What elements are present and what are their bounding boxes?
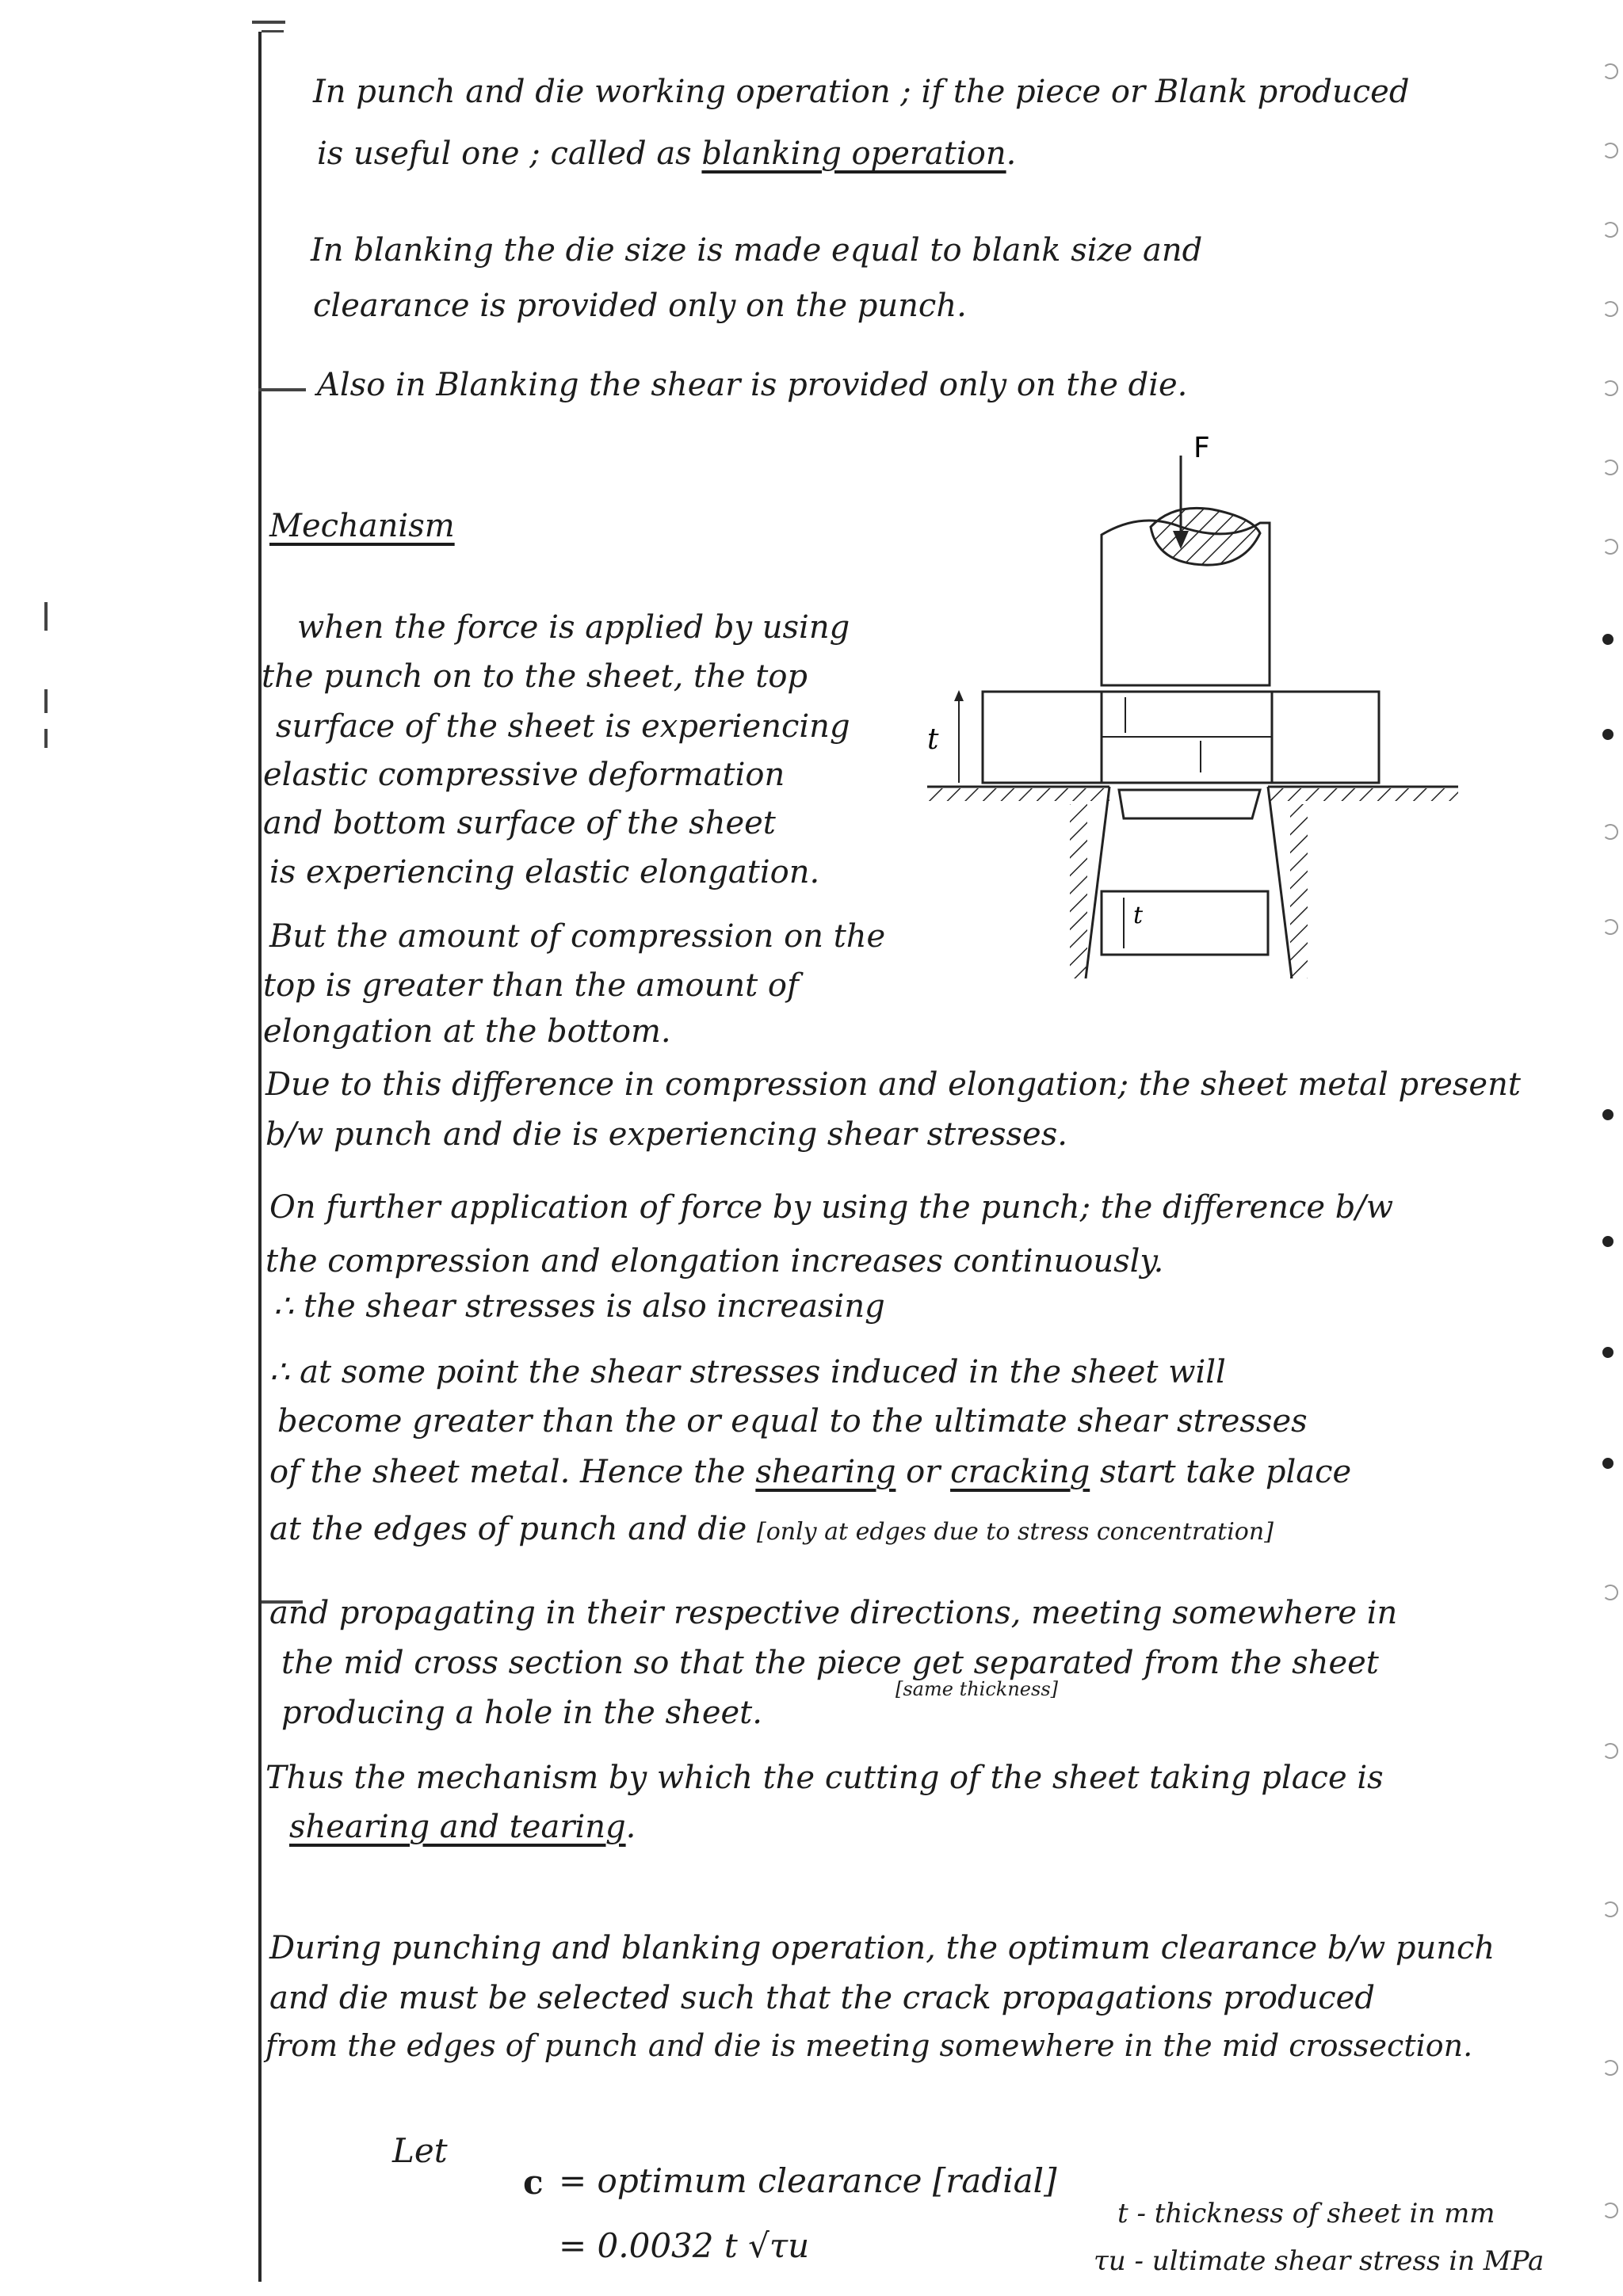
die-hatch-right	[1268, 788, 1458, 801]
die-wall-left	[1086, 787, 1109, 978]
binding-hole	[1602, 729, 1613, 740]
edge-mark	[44, 602, 48, 631]
stress-concentration-note: [only at edges due to stress concentration]	[756, 1518, 1274, 1546]
mechanism-line: the punch on to the sheet, the top	[262, 658, 808, 695]
shearing-and-tearing-term: shearing and tearing	[289, 1809, 626, 1845]
binding-ring	[1602, 1743, 1618, 1759]
intro-line-2-end: .	[1006, 135, 1017, 172]
binding-ring	[1602, 1585, 1618, 1600]
binding-ring	[1602, 824, 1618, 840]
further-line-1: On further application of force by using the punch; the difference b/w	[269, 1189, 1394, 1226]
binding-ring	[1602, 63, 1618, 79]
shear-on-die-line: Also in Blanking the shear is provided only on the die.	[317, 367, 1188, 403]
blank-thickness-label: t	[1133, 902, 1144, 929]
point-line-2: become greater than the or equal to the ultimate shear stresses	[277, 1403, 1308, 1440]
deformed-blank	[1119, 790, 1260, 818]
die-hatch-left	[927, 788, 1109, 801]
point-line-3-or: or	[896, 1454, 951, 1490]
point-line-4-text: at the edges of punch and die	[269, 1511, 747, 1547]
top-mark	[252, 21, 285, 24]
mechanism-line: when the force is applied by using	[297, 609, 850, 646]
binding-ring	[1602, 460, 1618, 475]
binding-hole	[1602, 1109, 1613, 1120]
punch-die-diagram	[911, 424, 1577, 994]
blanking-operation-term: blanking operation	[701, 135, 1006, 172]
intro-line-2-text: is useful one ; called as	[317, 135, 702, 172]
legend-thickness: t - thickness of sheet in mm	[1117, 2198, 1495, 2229]
binding-ring	[1602, 2060, 1618, 2076]
binding-ring	[1602, 380, 1618, 396]
during-line-1: During punching and blanking operation, the optimum clearance b/w punch	[269, 1930, 1495, 1966]
intro-line-1: In punch and die working operation ; if the piece or Blank produced	[313, 74, 1410, 110]
thickness-label: t	[927, 723, 939, 756]
binding-ring	[1602, 539, 1618, 555]
shearing-term: shearing	[755, 1454, 896, 1490]
thus-line-2-end: .	[625, 1809, 636, 1845]
clearance-formula: = 0.0032 t √τu	[559, 2226, 810, 2265]
margin-line	[258, 32, 262, 2282]
compression-line: But the amount of compression on the	[269, 918, 886, 955]
thus-line-2	[289, 1808, 636, 1846]
intro-line-2	[317, 135, 1016, 173]
further-line-3: ∴ the shear stresses is also increasing	[273, 1288, 885, 1325]
point-line-1: ∴ at some point the shear stresses induced in the sheet will	[269, 1354, 1226, 1390]
binding-hole	[1602, 1458, 1613, 1469]
binding-ring	[1602, 301, 1618, 317]
top-mark-2	[262, 30, 284, 32]
force-label: F	[1193, 432, 1210, 464]
further-line-2: the compression and elongation increases continuously.	[265, 1243, 1164, 1280]
die-hatch-wall-left	[1070, 804, 1087, 978]
die-wall-right	[1268, 787, 1292, 978]
staple-mark	[258, 388, 306, 391]
punch-section	[1151, 508, 1260, 565]
same-thickness-note: [same thickness]	[896, 1678, 1058, 1700]
compression-line: elongation at the bottom.	[263, 1013, 671, 1050]
blanking-line-1: In blanking the die size is made equal to blank size and	[311, 232, 1203, 269]
binding-ring	[1602, 919, 1618, 935]
point-line-4	[269, 1510, 1274, 1551]
blanking-line-2: clearance is provided only on the punch.	[313, 288, 967, 324]
mechanism-line: is experiencing elastic elongation.	[269, 854, 820, 891]
separated-blank	[1102, 891, 1268, 955]
mechanism-heading: Mechanism	[269, 508, 455, 544]
die-hatch-wall-right	[1290, 804, 1308, 978]
propagation-line-2: the mid cross section so that the piece get separated from the sheet	[281, 1645, 1379, 1681]
difference-line-2: b/w punch and die is experiencing shear stresses.	[265, 1116, 1067, 1153]
point-line-3-text: of the sheet metal. Hence the	[269, 1454, 756, 1490]
propagation-line-1: and propagating in their respective directions, meeting somewhere in	[269, 1595, 1398, 1631]
point-line-3-end: start take place	[1090, 1454, 1352, 1490]
during-line-3: from the edges of punch and die is meeting somewhere in the mid crossection.	[265, 2028, 1473, 2063]
binding-ring	[1602, 222, 1618, 238]
compression-line: top is greater than the amount of	[263, 967, 799, 1004]
cracking-term: cracking	[950, 1454, 1090, 1490]
mechanism-line: surface of the sheet is experiencing	[276, 708, 850, 745]
clearance-definition: = optimum clearance [radial]	[559, 2161, 1057, 2200]
binding-hole	[1602, 1236, 1613, 1247]
mechanism-line: elastic compressive deformation	[263, 757, 785, 793]
thus-line-1: Thus the mechanism by which the cutting of the sheet taking place is	[265, 1760, 1384, 1796]
propagation-line-3: producing a hole in the sheet.	[281, 1695, 762, 1731]
mechanism-line: and bottom surface of the sheet	[263, 805, 776, 841]
point-line-3	[269, 1453, 1351, 1491]
difference-line-1: Due to this difference in compression and elongation; the sheet metal present	[265, 1066, 1521, 1103]
edge-mark-2	[44, 689, 48, 713]
binding-ring	[1602, 2203, 1618, 2218]
thickness-arrowhead	[954, 690, 964, 701]
binding-hole	[1602, 1347, 1613, 1358]
edge-mark-3	[44, 729, 48, 748]
let-label: Let	[392, 2131, 448, 2170]
binding-ring	[1602, 143, 1618, 158]
legend-shear-stress: τu - ultimate shear stress in MPa	[1094, 2245, 1545, 2277]
binding-hole	[1602, 634, 1613, 645]
binding-ring	[1602, 1901, 1618, 1917]
clearance-symbol: c	[523, 2163, 544, 2202]
during-line-2: and die must be selected such that the crack propagations produced	[269, 1980, 1375, 2016]
